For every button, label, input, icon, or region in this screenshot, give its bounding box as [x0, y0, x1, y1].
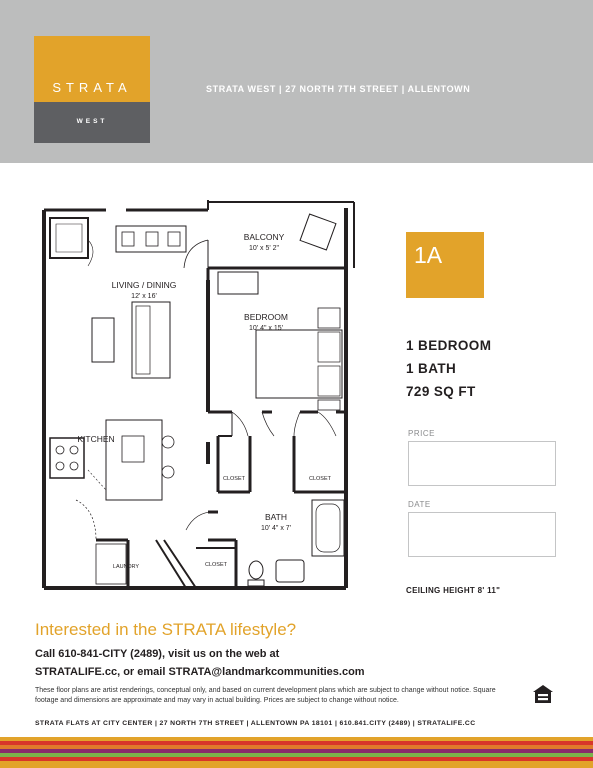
unit-badge	[406, 232, 484, 298]
room-closet-1: CLOSET	[222, 476, 246, 482]
cta-headline: Interested in the STRATA lifestyle?	[35, 620, 297, 639]
header-tagline: STRATA WEST | 27 NORTH 7TH STREET | ALLENTOWN	[206, 84, 471, 94]
footer-address: STRATA FLATS AT CITY CENTER | 27 NORTH 7TH STREET | ALLENTOWN PA 18101 | 610.841.CITY (2489) | STRATALIFE.CC	[35, 720, 476, 727]
floor-plan	[36, 200, 366, 610]
logo-word: STRATA	[52, 80, 132, 95]
color-stripes	[0, 737, 593, 768]
logo-sub-block	[34, 102, 150, 143]
price-label: PRICE	[408, 429, 435, 438]
room-bath: BATH	[264, 512, 288, 522]
date-label: DATE	[408, 500, 431, 509]
spec-sqft: 729 SQ FT	[406, 384, 476, 399]
room-living-dim: 12' x 16'	[131, 293, 157, 300]
room-balcony: BALCONY	[243, 232, 285, 242]
room-bedroom: BEDROOM	[244, 312, 288, 322]
logo	[34, 36, 150, 102]
room-kitchen: KITCHEN	[77, 434, 115, 444]
cta-line-2: STRATALIFE.cc, or email STRATA@landmarkcommunities.com	[35, 666, 365, 678]
spec-bedrooms: 1 BEDROOM	[406, 338, 492, 353]
header	[0, 0, 593, 163]
room-closet-3: CLOSET	[204, 562, 228, 568]
room-laundry: LAUNDRY	[112, 564, 140, 570]
room-bath-dim: 10' 4" x 7'	[260, 525, 292, 532]
room-closet-2: CLOSET	[308, 476, 332, 482]
date-field[interactable]	[408, 512, 556, 557]
ceiling-height: CEILING HEIGHT 8' 11"	[406, 586, 501, 595]
room-living: LIVING / DINING	[111, 280, 177, 290]
room-bedroom-dim: 10' 4" x 15'	[249, 325, 283, 332]
room-balcony-dim: 10' x 5' 2"	[248, 245, 280, 252]
logo-sub: WEST	[76, 118, 108, 125]
disclaimer: These floor plans are artist renderings, conceptual only, and based on current development plans which are subject to change without notice. Square footage and dimensions are approximate and may vary in actual building. Prices are subject to change without notice.	[35, 687, 496, 704]
spec-baths: 1 BATH	[406, 361, 457, 376]
equal-housing-icon	[532, 684, 554, 704]
unit-code: 1A	[414, 242, 443, 268]
price-field[interactable]	[408, 441, 556, 486]
cta-line-1: Call 610-841-CITY (2489), visit us on the web at	[35, 648, 280, 660]
